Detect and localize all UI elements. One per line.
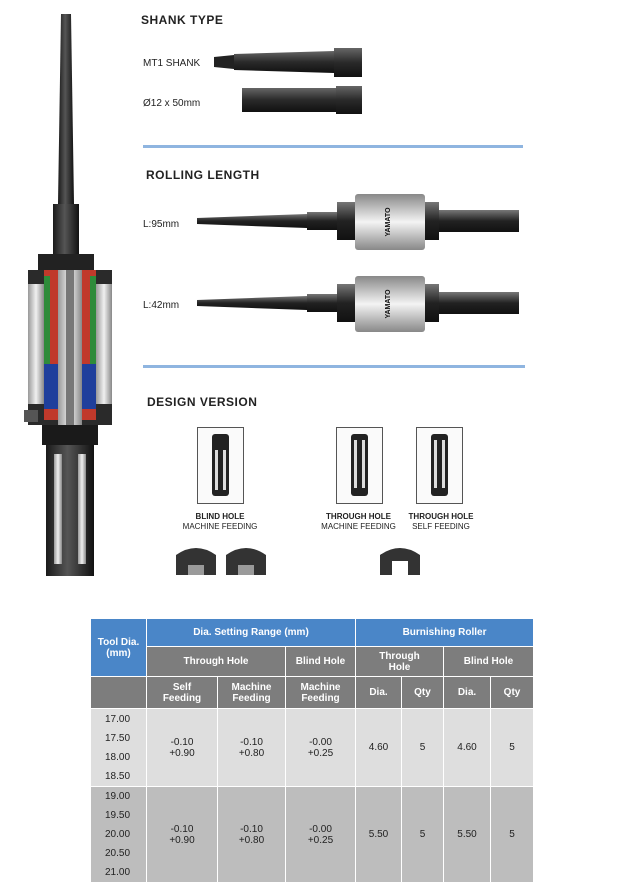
rolling-label-42: L:42mm (143, 300, 180, 311)
table-row (91, 787, 534, 883)
shank-label-12x50: Ø12 x 50mm (143, 98, 201, 109)
blind-hole-section-2 (226, 547, 266, 575)
table-row (91, 709, 534, 787)
header-blind-hole: Blind Hole (286, 647, 356, 677)
through-hole-machine-thumb (336, 427, 383, 504)
tool-dia-sizes: 17.00 17.50 18.00 18.50 (91, 709, 147, 787)
header-burnishing-roller: Burnishing Roller (356, 619, 534, 647)
header-roller-through-hole: Through Hole (356, 647, 444, 677)
rolling-tool-42-image (197, 270, 521, 336)
through-roller-dia: 4.60 (356, 709, 402, 787)
separator-2 (143, 365, 525, 368)
self-feeding-range: -0.10 +0.90 (147, 709, 218, 787)
design-caption-through-machine: THROUGH HOLE MACHINE FEEDING (321, 512, 396, 531)
header-machine-feeding-blind: Machine Feeding (286, 677, 356, 709)
header-empty (91, 677, 147, 709)
self-feeding-range: -0.10 +0.90 (147, 787, 218, 883)
header-tool-dia: Tool Dia. (mm) (91, 619, 147, 677)
header-dia-blind: Dia. (444, 677, 491, 709)
header-qty-through: Qty (402, 677, 444, 709)
blind-hole-range: -0.00 +0.25 (286, 709, 356, 787)
rolling-tool-95-image (197, 188, 521, 256)
through-hole-section (380, 547, 420, 575)
header-dia-setting-range: Dia. Setting Range (mm) (147, 619, 356, 647)
blind-roller-dia: 5.50 (444, 787, 491, 883)
design-version-heading: DESIGN VERSION (147, 395, 258, 409)
straight-shank-image (240, 85, 364, 115)
tool-dia-sizes: 19.00 19.50 20.00 20.50 21.00 (91, 787, 147, 883)
spec-table (90, 618, 534, 883)
mt1-shank-image (214, 47, 364, 79)
shank-type-heading: SHANK TYPE (141, 13, 224, 27)
blind-roller-dia: 4.60 (444, 709, 491, 787)
through-roller-dia: 5.50 (356, 787, 402, 883)
blind-hole-range: -0.00 +0.25 (286, 787, 356, 883)
through-roller-qty: 5 (402, 787, 444, 883)
brand-text-95: YAMATO (385, 207, 392, 237)
header-roller-blind-hole: Blind Hole (444, 647, 534, 677)
header-dia-through: Dia. (356, 677, 402, 709)
header-through-hole: Through Hole (147, 647, 286, 677)
header-machine-feeding: Machine Feeding (218, 677, 286, 709)
rolling-label-95: L:95mm (143, 219, 180, 230)
tool-cutaway-illustration (18, 14, 122, 576)
shank-label-mt1: MT1 SHANK (143, 58, 201, 69)
through-roller-qty: 5 (402, 709, 444, 787)
header-qty-blind: Qty (491, 677, 534, 709)
through-hole-self-thumb (416, 427, 463, 504)
blind-hole-section-1 (176, 547, 216, 575)
design-caption-blind: BLIND HOLE MACHINE FEEDING (182, 512, 258, 531)
header-self-feeding: Self Feeding (147, 677, 218, 709)
machine-feeding-range: -0.10 +0.80 (218, 709, 286, 787)
separator-1 (143, 145, 523, 148)
rolling-length-heading: ROLLING LENGTH (146, 168, 260, 182)
brand-text-42: YAMATO (385, 289, 392, 319)
machine-feeding-range: -0.10 +0.80 (218, 787, 286, 883)
design-caption-through-self: THROUGH HOLE SELF FEEDING (408, 512, 474, 531)
blind-hole-thumb (197, 427, 244, 504)
blind-roller-qty: 5 (491, 709, 534, 787)
blind-roller-qty: 5 (491, 787, 534, 883)
